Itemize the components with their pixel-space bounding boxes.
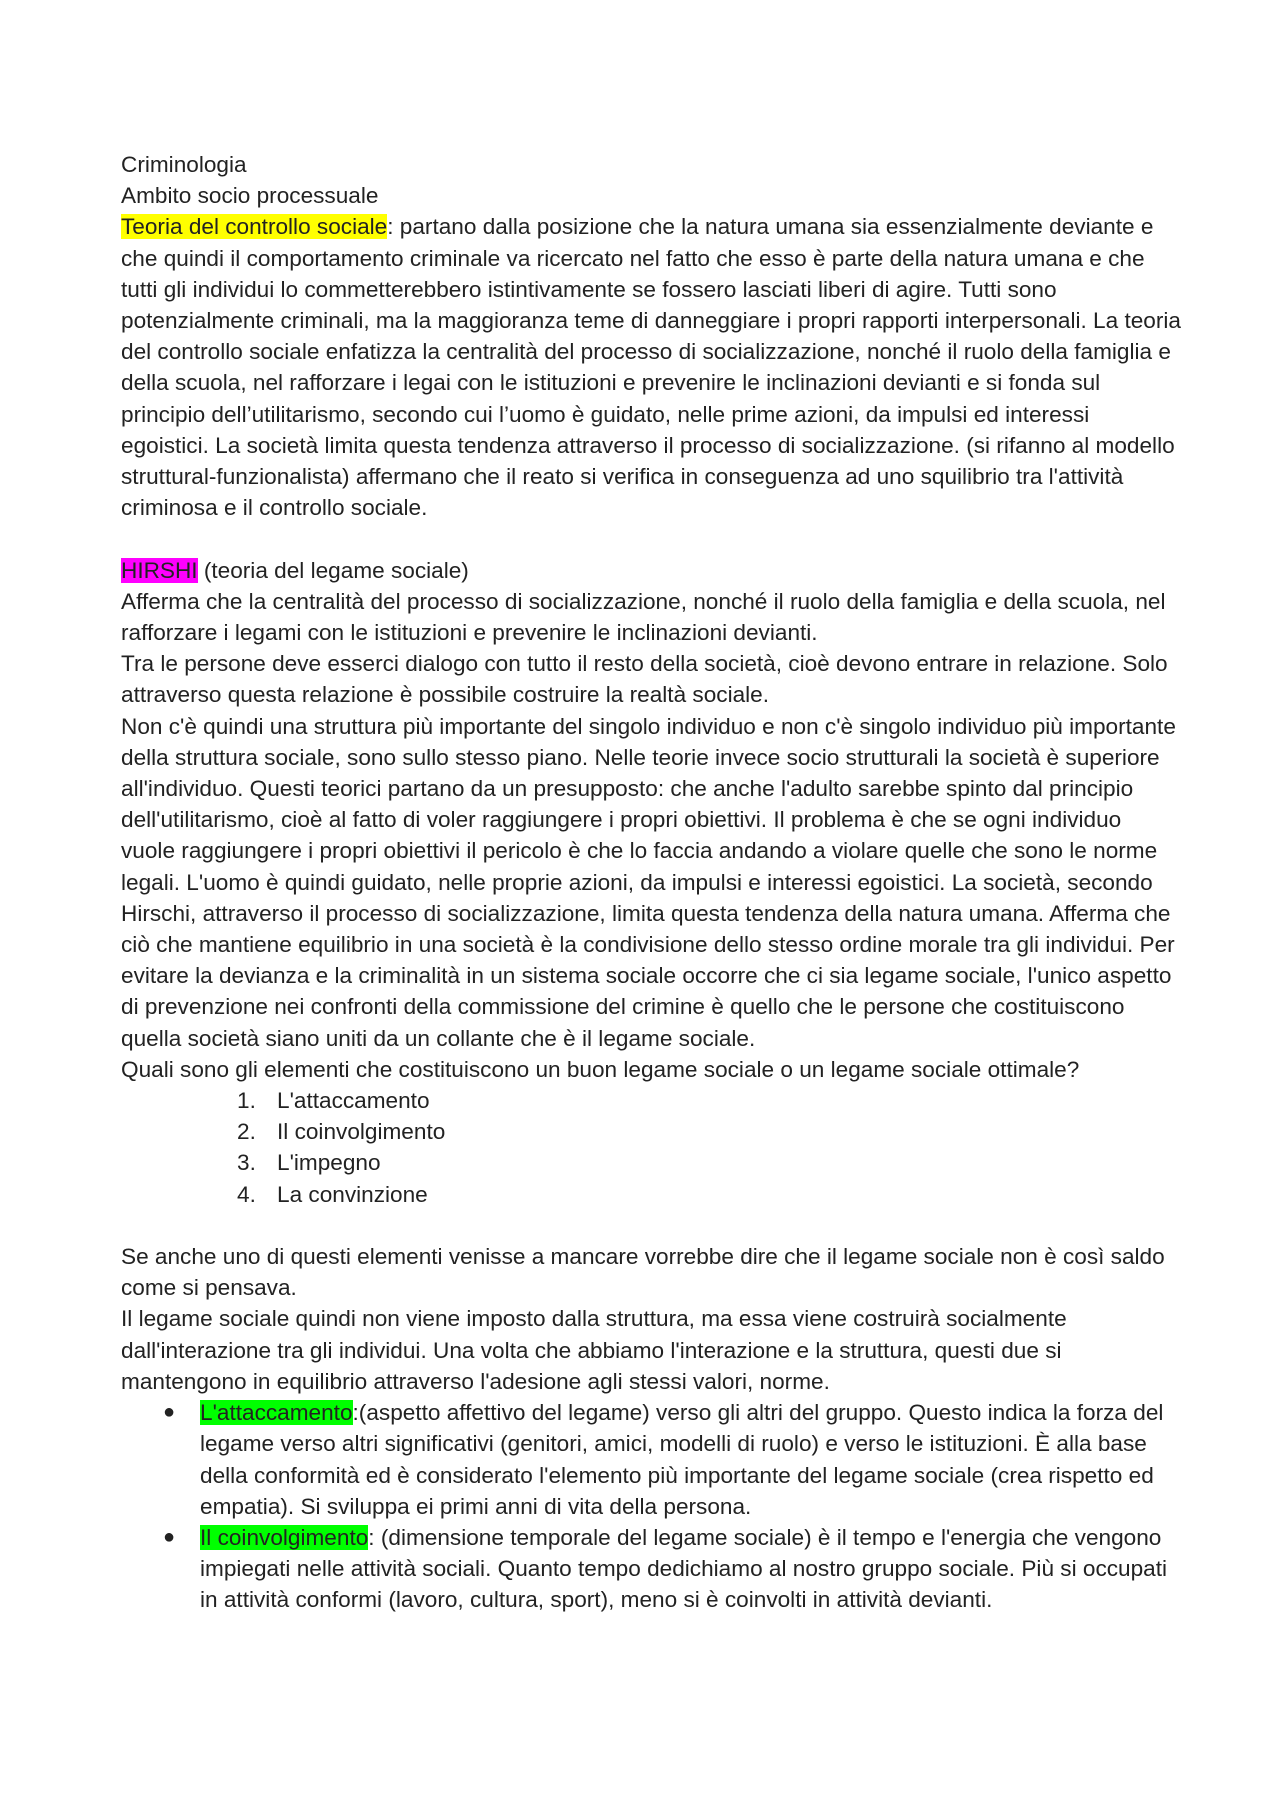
bullet-list: [121, 1397, 1181, 1615]
bullet-item-attaccamento: [121, 1397, 1181, 1522]
list-number: 1.: [237, 1088, 256, 1114]
highlighted-term: L'attaccamento: [200, 1400, 353, 1426]
paragraph-afferma: Afferma che la centralità del processo di socializzazione, nonché il ruolo della famiglia e della scuola, nel rafforzare i legami con le istituzioni e prevenire le inclinazioni devianti.: [121, 588, 1166, 646]
paragraph-legame: Il legame sociale quindi non viene imposto dalla struttura, ma essa viene costruirà socialmente dall'interazione tra gli individui. Una volta che abbiamo l'interazione e la struttura, questi due si mantengono in equilibrio attraverso l'adesione agli stessi valori, norme.: [121, 1306, 1067, 1394]
document-body: [121, 149, 1181, 1616]
list-item-text: Il coinvolgimento: [277, 1119, 446, 1145]
hirshi-heading: [121, 555, 1181, 586]
highlighted-term: Teoria del controllo sociale: [121, 214, 388, 240]
bullet-text: : (dimensione temporale del legame sociale) è il tempo e l'energia che vengono impiegati nelle attività sociali. Quanto tempo dedichiamo al nostro gruppo sociale. Più si occupati in attività conformi (lavoro, cultura, sport), meno si è coinvolti in attività devianti.: [200, 1524, 1168, 1613]
blank-line: [121, 1210, 1181, 1241]
document-title: Criminologia: [121, 152, 247, 177]
document-subtitle: Ambito socio processuale: [121, 183, 379, 209]
bullet-text: :(aspetto affettivo del legame) verso gli altri del gruppo. Questo indica la forza del legame verso altri significativi (genitori, amici, modelli di ruolo) e verso le istituzioni. È alla base della conformità ed è considerato l'elemento più importante del legame sociale (crea rispetto ed empatia). Si sviluppa ei primi anni di vita della persona.: [200, 1400, 1164, 1519]
list-number: 3.: [237, 1150, 256, 1176]
bullet-icon: ●: [163, 1525, 176, 1548]
highlighted-name: HIRSHI: [121, 557, 198, 583]
paragraph-question: Quali sono gli elementi che costituiscono un buon legame sociale o un legame sociale ottimale?: [121, 1056, 1080, 1082]
paragraph-text: : partano dalla posizione che la natura umana sia essenzialmente deviante e che quindi il comportamento criminale va ricercato nel fatto che esso è parte della natura umana e che tutti gli individui lo commetterebbero istintivamente se fossero lasciati liberi di agire. Tutti sono potenzialmente criminali, ma la maggioranza teme di danneggiare i propri rapporti interpersonali. La teoria del controllo sociale enfatizza la centralità del processo di socializzazione, nonché il ruolo della famiglia e della scuola, nel rafforzare i legai con le istituzioni e prevenire le inclinazioni devianti e si fonda sul principio dell’utilitarismo, secondo cui l’uomo è guidato, nelle prime azioni, da impulsi ed interessi egoistici. La società limita questa tendenza attraverso il processo di socializzazione. (si rifanno al modello struttural-funzionalista) affermano che il reato si verifica in conseguenza ad uno squilibrio tra l'attività criminosa e il controllo sociale.: [121, 214, 1181, 521]
list-item-text: La convinzione: [277, 1181, 428, 1207]
heading-parenthetical: (teoria del legame sociale): [197, 557, 469, 583]
list-item-text: L'impegno: [277, 1150, 381, 1176]
paragraph-struttura: Non c'è quindi una struttura più importante del singolo individuo e non c'è singolo individuo più importante della struttura sociale, sono sullo stesso piano. Nelle teorie invece socio strutturali la società è superiore all'individuo. Questi teorici partano da un presupposto: che anche l'adulto sarebbe spinto dal principio dell'utilitarismo, cioè al fatto di voler raggiungere i propri obiettivi. Il problema è che se ogni individuo vuole raggiungere i propri obiettivi il pericolo è che lo faccia andando a violare quelle che sono le norme legali. L'uomo è quindi guidato, nelle proprie azioni, da impulsi e interessi egoistici. La società, secondo Hirschi, attraverso il processo di socializzazione, limita questa tendenza della natura umana. Afferma che ciò che mantiene equilibrio in una società è la condivisione dello stesso ordine morale tra gli individui. Per evitare la devianza e la criminalità in un sistema sociale occorre che ci sia legame sociale, l'unico aspetto di prevenzione nei confronti della commissione del crimine è quello che le persone che costituiscono quella società siano uniti da un collante che è il legame sociale.: [121, 713, 1176, 1051]
list-number: 4.: [237, 1181, 256, 1207]
numbered-list: [121, 1085, 1181, 1210]
list-number: 2.: [237, 1119, 256, 1145]
paragraph-dialogo: Tra le persone deve esserci dialogo con tutto il resto della società, cioè devono entrare in relazione. Solo attraverso questa relazione è possibile costruire la realtà sociale.: [121, 651, 1168, 708]
bullet-icon: ●: [163, 1401, 176, 1424]
highlighted-term: Il coinvolgimento: [200, 1524, 369, 1550]
list-item-text: L'attaccamento: [277, 1088, 430, 1114]
list-item: [121, 1085, 1181, 1116]
blank-line: [121, 523, 1181, 554]
list-item: [121, 1147, 1181, 1178]
paragraph-mancare: Se anche uno di questi elementi venisse a mancare vorrebbe dire che il legame sociale non è così saldo come si pensava.: [121, 1244, 1165, 1301]
list-item: [121, 1179, 1181, 1210]
paragraph-controllo-sociale: [121, 211, 1181, 523]
list-item: [121, 1116, 1181, 1147]
bullet-item-coinvolgimento: [121, 1522, 1181, 1616]
